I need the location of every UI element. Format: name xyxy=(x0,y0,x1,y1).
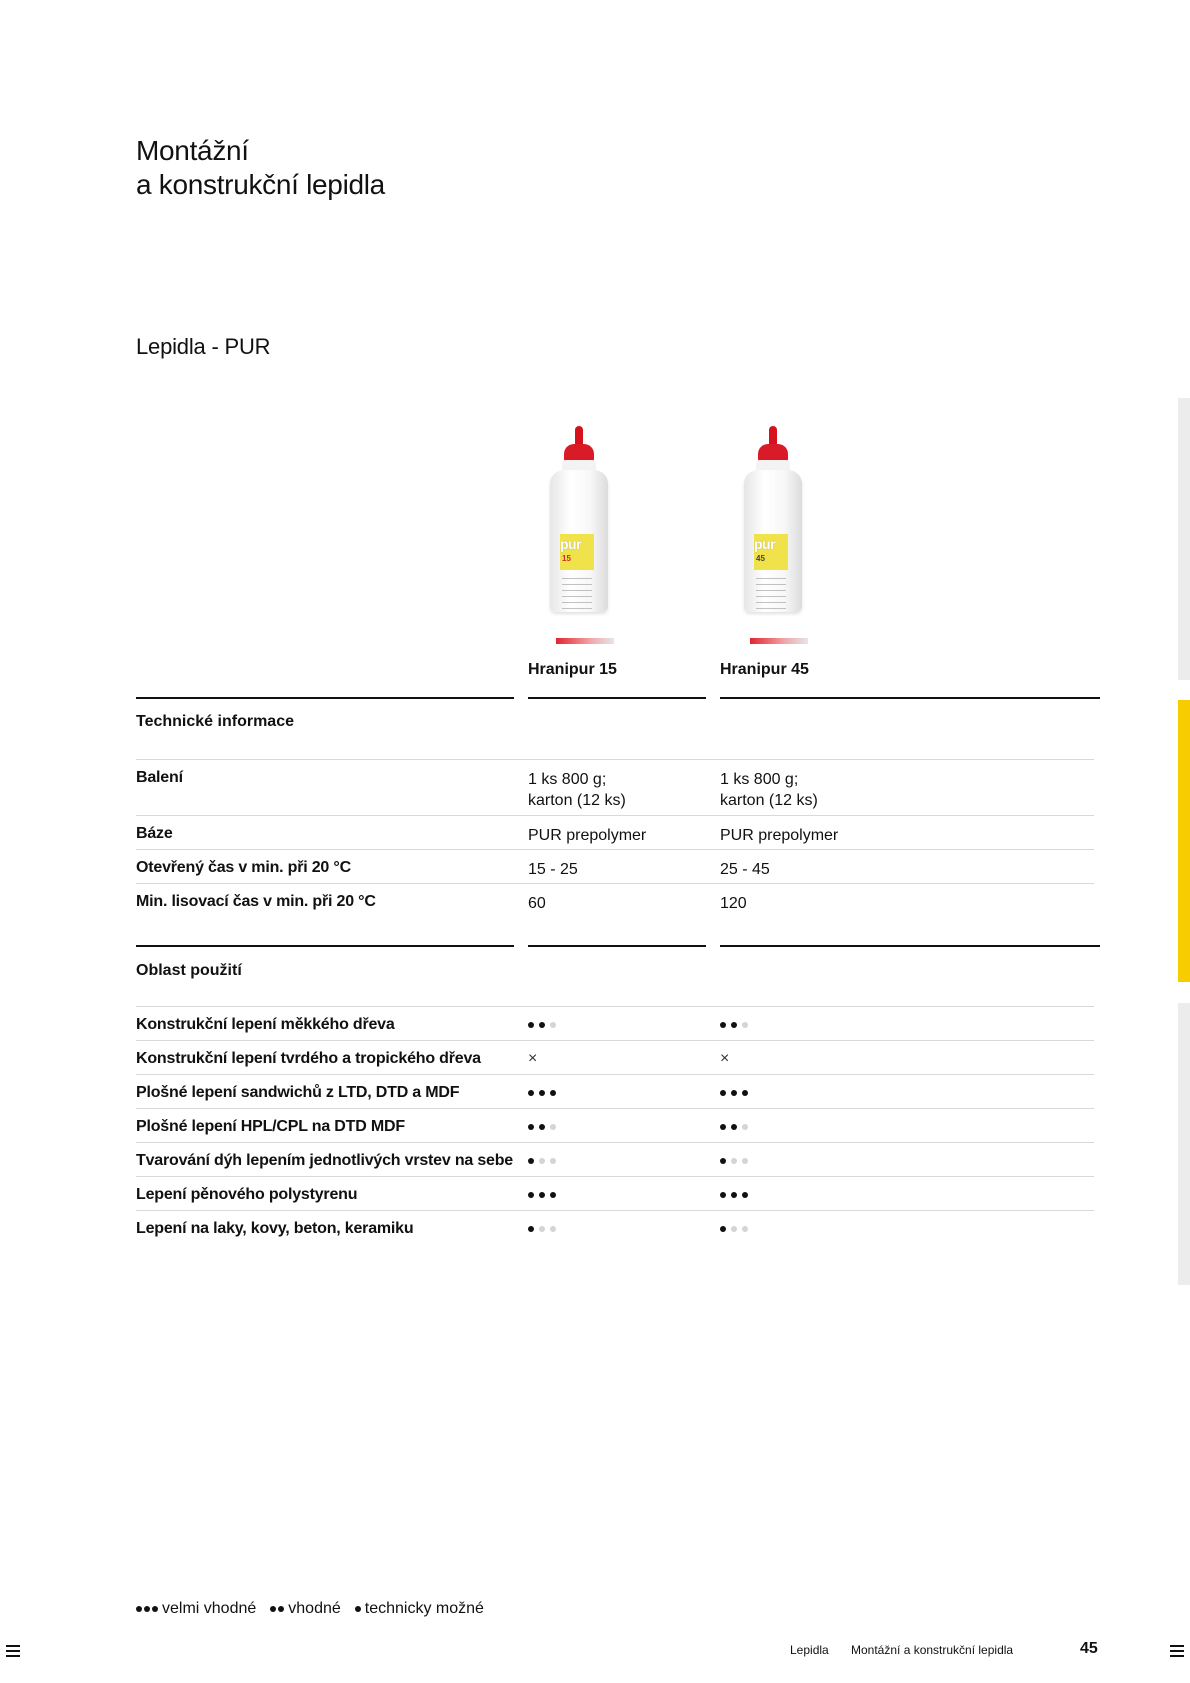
rating-dot-filled xyxy=(539,1022,545,1028)
rating-dot-filled xyxy=(550,1090,556,1096)
footer-section[interactable]: Lepidla xyxy=(790,1643,829,1657)
product-name-hranipur-45: Hranipur 45 xyxy=(720,661,809,678)
rating-dot-filled xyxy=(528,1022,534,1028)
rating-dot-filled xyxy=(528,1226,534,1232)
rating-dot-filled xyxy=(539,1090,545,1096)
rating-dot-empty xyxy=(742,1124,748,1130)
usage-section-label: Oblast použití xyxy=(136,962,242,979)
rating-dots xyxy=(720,1221,748,1237)
row-divider xyxy=(136,1006,1094,1007)
rating-dot-filled xyxy=(550,1192,556,1198)
rating-dots xyxy=(528,1221,556,1237)
tech-row-label: Otevřený čas v min. při 20 °C xyxy=(136,859,351,876)
tech-row-label: Báze xyxy=(136,825,173,842)
row-divider xyxy=(136,1074,1094,1075)
tech-cell: PUR prepolymer xyxy=(720,827,839,844)
rating-dot-empty xyxy=(742,1158,748,1164)
legend-dots-1 xyxy=(355,1606,361,1612)
tech-cell: 1 ks 800 g; karton (12 ks) xyxy=(720,771,818,809)
rating-dots xyxy=(528,1187,556,1203)
row-divider xyxy=(136,815,1094,816)
rating-dot-empty xyxy=(550,1226,556,1232)
page-title xyxy=(136,134,385,202)
row-divider xyxy=(136,1210,1094,1211)
row-divider xyxy=(136,883,1094,884)
rating-dots xyxy=(720,1119,748,1135)
header-rule-col1 xyxy=(528,697,706,699)
rating-dot-empty xyxy=(550,1124,556,1130)
usage-row-label: Plošné lepení sandwichů z LTD, DTD a MDF xyxy=(136,1084,460,1101)
tech-row-label: Balení xyxy=(136,769,183,786)
rating-dot-filled xyxy=(720,1022,726,1028)
technical-section-label: Technické informace xyxy=(136,713,294,730)
page-title-line1: Montážní xyxy=(136,135,249,166)
rating-dots xyxy=(720,1153,748,1169)
section-rule-col2 xyxy=(720,945,1100,947)
rating-dot-filled xyxy=(539,1192,545,1198)
rating-legend xyxy=(136,1600,484,1618)
rating-dots xyxy=(528,1153,556,1169)
rating-dots xyxy=(528,1017,556,1033)
row-divider xyxy=(136,1108,1094,1109)
rating-dot-filled xyxy=(731,1192,737,1198)
not-suitable-icon: × xyxy=(528,1050,538,1067)
rating-dots xyxy=(720,1085,748,1101)
product-name-hranipur-15: Hranipur 15 xyxy=(528,661,617,678)
usage-row-label: Lepení na laky, kovy, beton, keramiku xyxy=(136,1220,414,1237)
rating-dot-empty xyxy=(550,1022,556,1028)
rating-dot-filled xyxy=(742,1090,748,1096)
menu-icon-left[interactable] xyxy=(6,1645,20,1657)
row-divider xyxy=(136,1176,1094,1177)
usage-row-label: Konstrukční lepení tvrdého a tropického dřeva xyxy=(136,1050,481,1067)
rating-dot-filled xyxy=(528,1192,534,1198)
rating-dot-empty xyxy=(539,1158,545,1164)
section-rule-label xyxy=(136,945,514,947)
legend-suitable: vhodné xyxy=(270,1600,341,1618)
rating-dot-filled xyxy=(731,1090,737,1096)
rating-dot-filled xyxy=(528,1158,534,1164)
rating-dot-empty xyxy=(742,1226,748,1232)
footer-chapter[interactable]: Montážní a konstrukční lepidla xyxy=(851,1643,1014,1657)
usage-row-label: Plošné lepení HPL/CPL na DTD MDF xyxy=(136,1118,405,1135)
tech-cell: 120 xyxy=(720,895,747,912)
rating-dot-empty xyxy=(539,1226,545,1232)
legend-very-suitable: velmi vhodné xyxy=(136,1600,256,1618)
rating-dot-filled xyxy=(731,1124,737,1130)
rating-dot-filled xyxy=(528,1124,534,1130)
rating-dot-filled xyxy=(720,1192,726,1198)
rating-dot-filled xyxy=(720,1124,726,1130)
header-rule-col2 xyxy=(720,697,1100,699)
tech-row-label: Min. lisovací čas v min. při 20 °C xyxy=(136,893,376,910)
rating-dot-filled xyxy=(731,1022,737,1028)
tech-cell: 15 - 25 xyxy=(528,861,578,878)
usage-row-label: Tvarování dýh lepením jednotlivých vrstev na sebe xyxy=(136,1152,514,1169)
rating-dot-filled xyxy=(539,1124,545,1130)
not-suitable-icon: × xyxy=(720,1050,730,1067)
rating-dots xyxy=(528,1119,556,1135)
row-divider xyxy=(136,1142,1094,1143)
usage-row-label: Lepení pěnového polystyrenu xyxy=(136,1186,358,1203)
side-tab-next[interactable] xyxy=(1178,1003,1190,1285)
rating-dot-filled xyxy=(720,1158,726,1164)
tech-cell: PUR prepolymer xyxy=(528,827,647,844)
header-rule-label xyxy=(136,697,514,699)
section-subtitle: Lepidla - PUR xyxy=(136,334,271,359)
tech-cell: 25 - 45 xyxy=(720,861,770,878)
page-title-line2: a konstrukční lepidla xyxy=(136,169,385,200)
rating-dot-filled xyxy=(742,1192,748,1198)
rating-dots xyxy=(528,1085,556,1101)
usage-row-label: Konstrukční lepení měkkého dřeva xyxy=(136,1016,395,1033)
side-tab-previous[interactable] xyxy=(1178,398,1190,680)
rating-dot-filled xyxy=(528,1090,534,1096)
product-image-hranipur-15: pur 15 xyxy=(544,420,614,616)
row-divider xyxy=(136,759,1094,760)
rating-dot-empty xyxy=(742,1022,748,1028)
menu-icon-right[interactable] xyxy=(1170,1645,1184,1657)
rating-dot-filled xyxy=(720,1226,726,1232)
rating-dot-empty xyxy=(731,1158,737,1164)
side-tab-current[interactable] xyxy=(1178,700,1190,982)
page-number: 45 xyxy=(1080,1640,1098,1657)
row-divider xyxy=(136,849,1094,850)
legend-technically-possible: technicky možné xyxy=(355,1600,484,1618)
rating-dot-empty xyxy=(731,1226,737,1232)
tech-cell: 60 xyxy=(528,895,546,912)
rating-dots xyxy=(720,1187,748,1203)
row-divider xyxy=(136,1040,1094,1041)
rating-dot-filled xyxy=(720,1090,726,1096)
legend-dots-2 xyxy=(270,1606,284,1612)
rating-dots xyxy=(720,1017,748,1033)
section-rule-col1 xyxy=(528,945,706,947)
rating-dot-empty xyxy=(550,1158,556,1164)
product-image-hranipur-45: pur 45 xyxy=(738,420,808,616)
legend-dots-3 xyxy=(136,1606,158,1612)
tech-cell: 1 ks 800 g; karton (12 ks) xyxy=(528,771,626,809)
